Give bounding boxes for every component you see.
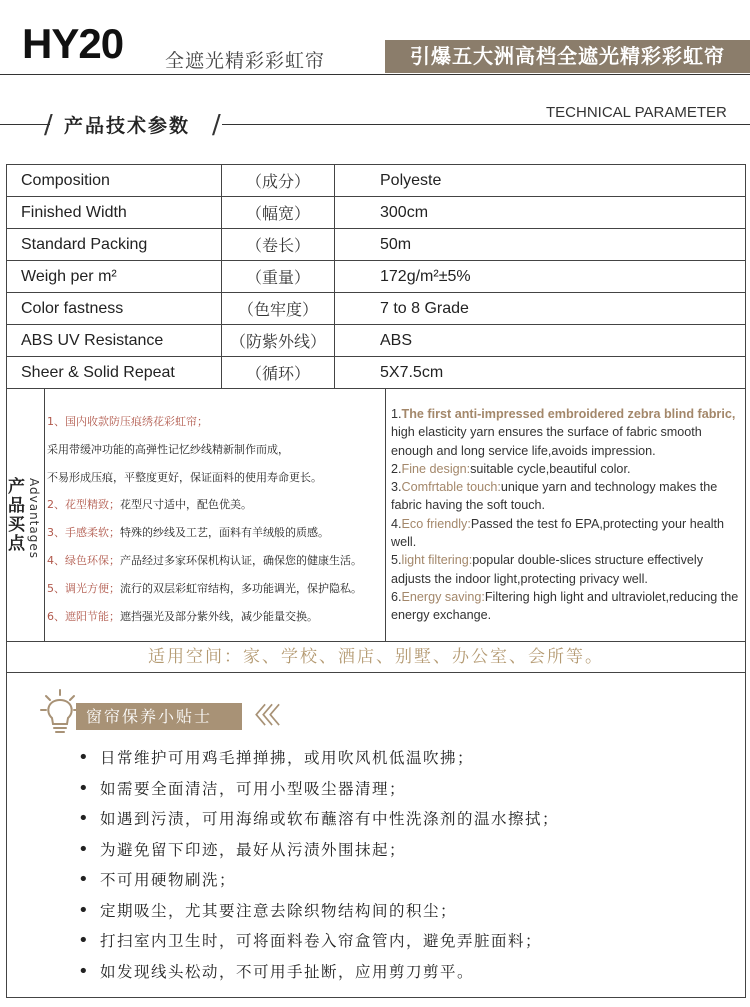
tip-item: • 打扫室内卫生时，可将面料卷入帘盒管内，避免弄脏面料； <box>78 926 559 957</box>
spec-name-cn: （循环） <box>222 357 335 389</box>
spec-value: 50m <box>335 229 746 261</box>
advantage-en-num: 5. <box>391 553 402 568</box>
advantage-cn-item <box>47 464 385 492</box>
advantage-en-head: Energy saving: <box>401 589 485 604</box>
spec-value: Polyeste <box>335 165 746 197</box>
advantage-en-head: Eco friendly: <box>401 516 471 531</box>
model-title: HY20 <box>22 20 124 67</box>
advantages-en-list <box>391 405 743 625</box>
slash-icon: / <box>44 110 53 140</box>
advantage-en-num: 4. <box>391 516 402 531</box>
advantage-cn-head: 1、国内收款防压痕绣花彩虹帘； <box>47 415 208 428</box>
advantages-label-en: Advantages <box>27 478 41 559</box>
advantage-cn-item <box>47 436 385 464</box>
advantage-cn-head: 3、手感柔软； <box>47 526 120 540</box>
spec-value: ABS <box>335 325 746 357</box>
advantage-en-text: Filtering high light and ultraviolet,reducing the energy exchange. <box>391 589 739 623</box>
advantage-cn-item <box>47 547 385 575</box>
advantage-cn-text: 流行的双层彩虹帘结构，多功能调光，保护隐私。 <box>120 581 362 595</box>
advantage-en-num: 6. <box>391 589 402 604</box>
product-subtitle: 全遮光精彩彩虹帘 <box>165 50 326 72</box>
advantage-cn-item <box>47 491 385 519</box>
spec-name-cn: （卷长） <box>222 229 335 261</box>
advantage-en-num: 1. <box>391 407 402 421</box>
spec-value: 172g/m²±5% <box>335 261 746 293</box>
spec-name-cn: （幅宽） <box>222 197 335 229</box>
spec-name: Color fastness <box>7 293 222 325</box>
advantage-en-head: Fine design: <box>401 461 471 476</box>
tips-list <box>78 743 559 987</box>
advantage-en-text: Passed the test fo EPA,protecting your health well. <box>391 516 725 550</box>
spec-row <box>7 197 746 229</box>
advantage-en-item <box>391 405 743 460</box>
tip-item: • 如发现线头松动，不可用手扯断，应用剪刀剪平。 <box>78 957 559 988</box>
advantage-en-num: 2. <box>391 461 402 476</box>
header-divider <box>0 74 750 75</box>
spec-name: Standard Packing <box>7 229 222 261</box>
spec-name-cn: （重量） <box>222 261 335 293</box>
advantage-cn-text: 产品经过多家环保机构认证，确保您的健康生活。 <box>120 553 362 567</box>
spec-row <box>7 357 746 389</box>
advantage-en-item <box>391 478 743 515</box>
spec-row <box>7 229 746 261</box>
advantage-en-item <box>391 551 743 588</box>
tip-item: • 日常维护可用鸡毛掸掸拂，或用吹风机低温吹拂； <box>78 743 559 774</box>
tip-item: • 为避免留下印迹，最好从污渍外围抹起； <box>78 835 559 866</box>
spec-value: 7 to 8 Grade <box>335 293 746 325</box>
advantage-en-head: light filtering: <box>401 553 473 568</box>
spec-row <box>7 261 746 293</box>
spec-name-cn: （成分） <box>222 165 335 197</box>
tip-item: • 如需要全面清洁，可用小型吸尘器清理； <box>78 774 559 805</box>
spec-name: ABS UV Resistance <box>7 325 222 357</box>
advantage-en-text: suitable cycle,beautiful color. <box>470 461 631 476</box>
advantage-en-text: unique yarn and technology makes the fabric having the soft touch. <box>391 480 718 513</box>
advantage-cn-text: 采用带缓冲功能的高弹性记忆纱线精新制作而成， <box>47 442 289 456</box>
advantage-cn-head: 2、花型精致； <box>47 498 120 512</box>
spec-table <box>6 164 746 389</box>
advantage-cn-head: 6、遮阳节能； <box>47 609 120 623</box>
spec-row <box>7 293 746 325</box>
usage-spaces: 适用空间：家、学校、酒店、别墅、办公室、会所等。 <box>6 642 746 673</box>
tip-item: • 定期吸尘，尤其要注意去除织物结构间的积尘； <box>78 896 559 927</box>
tip-item: • 如遇到污渍，可用海绵或软布蘸溶有中性洗涤剂的温水擦拭； <box>78 804 559 835</box>
advantage-en-item <box>391 588 743 625</box>
advantage-en-text: high elasticity yarn ensures the surface of fabric smooth enough and long service life,avoids impression. <box>391 425 702 458</box>
chevrons-icon: 〈〈〈 <box>244 704 277 729</box>
advantage-cn-head: 5、调光方便； <box>47 581 120 595</box>
spec-name: Sheer & Solid Repeat <box>7 357 222 389</box>
advantage-en-num: 3. <box>391 480 402 495</box>
spec-row <box>7 165 746 197</box>
slash-icon: / <box>212 110 221 140</box>
advantage-cn-item <box>47 603 385 631</box>
spec-name-cn: （防紫外线） <box>222 325 335 357</box>
lightbulb-icon <box>40 688 80 736</box>
advantage-en-head: Comfrtable touch: <box>401 480 501 495</box>
advantage-cn-text: 遮挡强光及部分紫外线，减少能量交换。 <box>120 609 318 623</box>
spec-value: 300cm <box>335 197 746 229</box>
advantage-en-head: The first anti-impressed embroidered zebra blind fabric, <box>401 407 736 421</box>
advantage-cn-item <box>47 519 385 547</box>
advantages-label: 产品买点 <box>8 477 25 554</box>
tip-item: • 不可用硬物刷洗； <box>78 865 559 896</box>
section-title-en: TECHNICAL PARAMETER <box>546 104 727 121</box>
section-line-right <box>222 124 750 125</box>
advantage-cn-text: 特殊的纱线及工艺，面料有羊绒般的质感。 <box>120 526 329 540</box>
advantage-cn-item <box>47 575 385 603</box>
spec-name: Weigh per m² <box>7 261 222 293</box>
spec-name: Composition <box>7 165 222 197</box>
advantages-divider <box>44 389 45 642</box>
advantage-cn-text: 花型尺寸适中，配色优美。 <box>120 498 252 512</box>
slogan-banner: 引爆五大洲高档全遮光精彩彩虹帘 <box>385 40 750 73</box>
spec-value: 5X7.5cm <box>335 357 746 389</box>
advantage-en-item <box>391 460 743 478</box>
advantages-divider <box>385 389 386 642</box>
tips-title: 窗帘保养小贴士 <box>76 703 242 730</box>
advantage-cn-text: 不易形成压痕，平整度更好，保证面料的使用寿命更长。 <box>47 470 322 484</box>
section-title: 产品技术参数 <box>64 115 191 137</box>
section-line-left <box>0 124 50 125</box>
advantage-en-text: popular double-slices structure effectively adjusts the indoor light,protecting privacy well. <box>391 553 703 586</box>
spec-row <box>7 325 746 357</box>
advantage-cn-item <box>47 408 385 436</box>
advantages-cn-list <box>47 408 385 630</box>
advantage-en-item <box>391 515 743 552</box>
spec-name-cn: （色牢度） <box>222 293 335 325</box>
advantage-cn-head: 4、绿色环保； <box>47 553 120 567</box>
spec-name: Finished Width <box>7 197 222 229</box>
